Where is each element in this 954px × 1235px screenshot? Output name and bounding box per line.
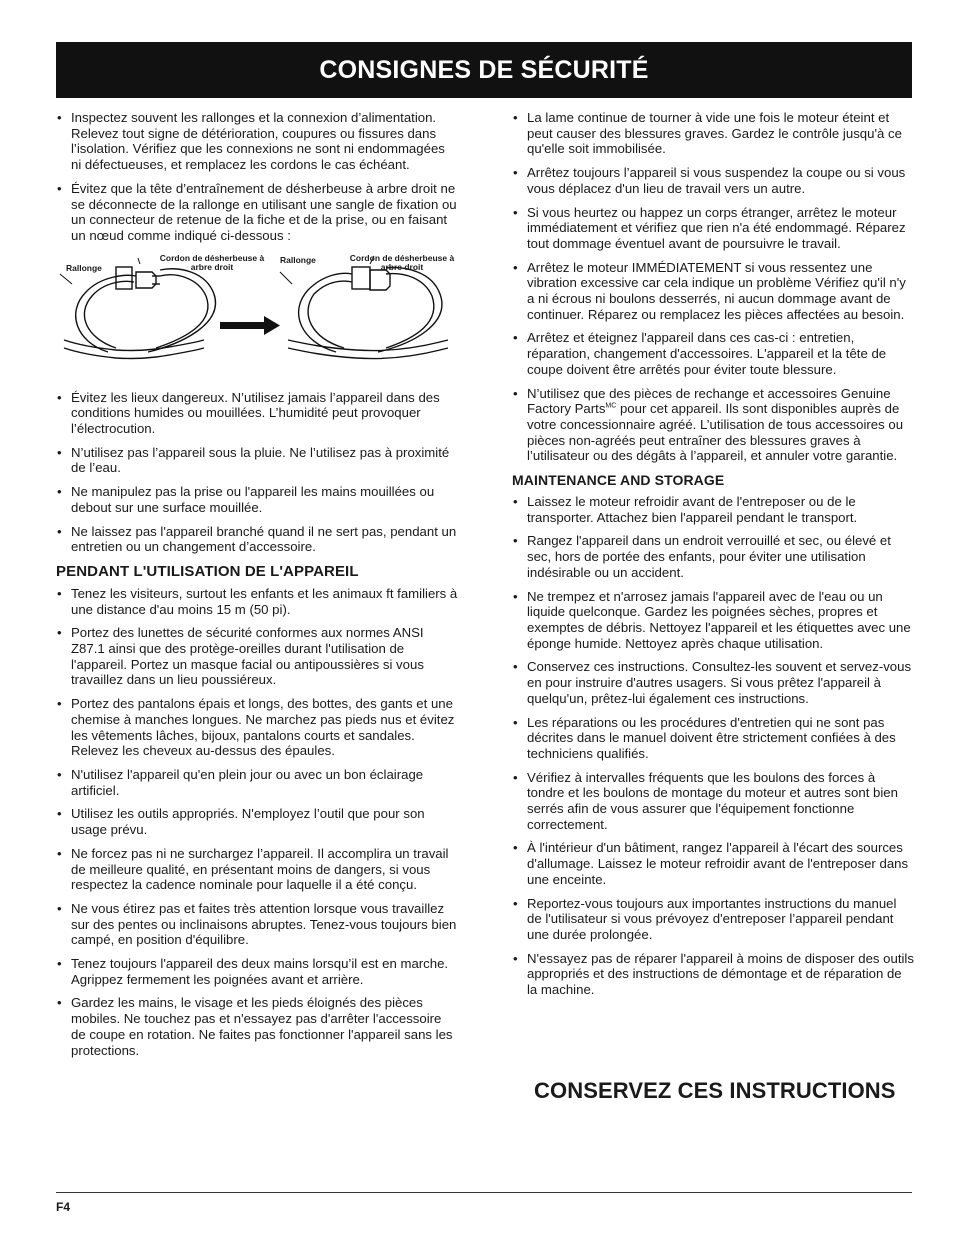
list-item: • N'essayez pas de réparer l'appareil à moins de disposer des outils appropriés et des instructions de démontage et de réparation de la machine. bbox=[512, 951, 914, 998]
knot-diagram bbox=[56, 252, 458, 372]
bullet-list-hazards bbox=[56, 390, 458, 555]
list-item: • Évitez les lieux dangereux. N’utilisez jamais l’appareil dans des conditions humides ou mouillées. L’humidité peut provoquer l’électrocution. bbox=[56, 390, 458, 437]
list-item: • Utilisez les outils appropriés. N'employez l’outil que pour son usage prévu. bbox=[56, 806, 458, 837]
list-item: • Portez des lunettes de sécurité conformes aux normes ANSI Z87.1 ainsi que des protège-oreilles durant l'utilisation de l'appareil. Portez un masque facial ou antipoussières si vous travaillez dans un lieu poussiéreux. bbox=[56, 625, 458, 688]
genuine-text-before: N’utilisez que des pièces de rechange et accessoires Genuine Factory Parts bbox=[527, 385, 891, 417]
list-item: • Conservez ces instructions. Consultez-les souvent et servez-vous en pour instruire d'autres usagers. Si vous prêtez l'appareil à quelqu'un, prêtez-lui également ces instructions. bbox=[512, 659, 914, 706]
footer-divider bbox=[56, 1192, 912, 1193]
list-item: • Ne trempez et n'arrosez jamais l'appareil avec de l'eau ou un liquide quelconque. Gardez les poignées sèches, propres et exemptes de débris. Nettoyez l'appareil et les étiquettes avec une éponge humide. Nettoyez après chaque utilisation. bbox=[512, 589, 914, 652]
list-item: • À l'intérieur d'un bâtiment, rangez l'appareil à l'écart des sources d'allumage. Laissez le moteur refroidir avant de l'entreposer dans une enceinte. bbox=[512, 840, 914, 887]
list-item: • Arrêtez et éteignez l'appareil dans ces cas-ci : entretien, réparation, changement d'accessoires. L'appareil et la tête de coupe doivent être arrêtés pour éviter toute blessure. bbox=[512, 330, 914, 377]
list-item: • La lame continue de tourner à vide une fois le moteur éteint et peut causer des blessures graves. Gardez le contrôle jusqu'à ce qu'elle soit immobilisée. bbox=[512, 110, 914, 157]
list-item: • N'utilisez l'appareil qu'en plein jour ou avec un bon éclairage artificiel. bbox=[56, 767, 458, 798]
list-item: • Ne vous étirez pas et faites très attention lorsque vous travaillez sur des pentes ou inclinaisons abruptes. Tenez-vous toujours bien campé, en position d'équilibre. bbox=[56, 901, 458, 948]
list-item: • Vérifiez à intervalles fréquents que les boulons des forces à tondre et les boulons de montage du moteur et autres sont bien serrés afin de vous assurer que l'équipement fonctionne correctement. bbox=[512, 770, 914, 833]
genuine-text-after: pour cet appareil. Ils sont disponibles auprès de votre concessionnaire agréé. L’utilisation de tous accessoires ou pièces non-agréés peut entraîner des blessures graves à l’utilisateur ou des dégâts à l’appareil, et annuler votre garantie. bbox=[527, 401, 904, 464]
page-title: CONSIGNES DE SÉCURITÉ bbox=[319, 55, 649, 84]
list-item: • Évitez que la tête d’entraînement de désherbeuse à arbre droit ne se déconnecte de la rallonge en utilisant une sangle de fixation ou un connecteur de retenue de la fiche et de la prise, ou en faisant un nœud comme indiqué ci-dessous : bbox=[56, 181, 458, 244]
list-item: • Arrêtez le moteur IMMÉDIATEMENT si vous ressentez une vibration excessive car cela indique un problème Vérifiez qu'il n'y a ni écrous ni boulons desserrés, ni aucun dommage avant de continuer. Réparez ou remplacez les pièces affectées au besoin. bbox=[512, 260, 914, 323]
list-item: • Arrêtez toujours l’appareil si vous suspendez la coupe ou si vous vous déplacez d'un lieu de travail vers un autre. bbox=[512, 165, 914, 196]
arrow-right-icon bbox=[220, 316, 280, 335]
list-item: • Rangez l'appareil dans un endroit verrouillé et sec, ou élevé et sec, hors de portée des enfants, pour éviter une utilisation indésirable ou un accident. bbox=[512, 533, 914, 580]
bullet-list-usage bbox=[56, 586, 458, 1058]
label-cordon-1: Cordon de désherbeuse à arbre droit bbox=[159, 252, 265, 273]
list-item: • Si vous heurtez ou happez un corps étranger, arrêtez le moteur immédiatement et vérifiez que rien n'a été endommagé. Réparez tout dommage éventuel avant de poursuivre le travail. bbox=[512, 205, 914, 252]
trademark-sup: MC bbox=[605, 402, 617, 410]
page-number: F4 bbox=[56, 1200, 71, 1214]
list-item: • Tenez toujours l'appareil des deux mains lorsqu’il est en marche. Agrippez fermement les poignées avant et arrière. bbox=[56, 956, 458, 987]
list-item: • Ne forcez pas ni ne surchargez l’appareil. Il accomplira un travail de meilleure qualité, en présentant moins de dangers, si vous respectez la cadence nominale pour laquelle il a été conçu. bbox=[56, 846, 458, 893]
header-bar bbox=[56, 42, 912, 98]
bullet-list-cords bbox=[56, 110, 458, 244]
list-item-genuine-parts bbox=[512, 386, 914, 465]
list-item: • Gardez les mains, le visage et les pieds éloignés des pièces mobiles. Ne touchez pas et n'essayez pas d'arrêter l'accessoire de coupe en rotation. Ne faites pas fonctionner l'appareil sans les protections. bbox=[56, 995, 458, 1058]
list-item: • N’utilisez pas l’appareil sous la pluie. Ne l’utilisez pas à proximité de l’eau. bbox=[56, 445, 458, 476]
bullet-list-maintenance bbox=[512, 494, 914, 998]
list-item: • Laissez le moteur refroidir avant de l'entreposer ou de le transporter. Attachez bien l'appareil pendant le transport. bbox=[512, 494, 914, 525]
label-cordon-2: Cordon de désherbeuse à arbre droit bbox=[349, 252, 455, 273]
label-rallonge-1: Rallonge bbox=[66, 262, 102, 273]
list-item: • Tenez les visiteurs, surtout les enfants et les animaux ft familiers à une distance d'au moins 15 m (50 pi). bbox=[56, 586, 458, 617]
label-rallonge-2: Rallonge bbox=[280, 254, 316, 265]
left-column bbox=[56, 110, 458, 1066]
list-item: • Ne manipulez pas la prise ou l'appareil les mains mouillées ou debout sur une surface mouillée. bbox=[56, 484, 458, 515]
list-item: • Reportez-vous toujours aux importantes instructions du manuel de l'utilisateur si vous prévoyez d'entreposer l’appareil pendant une durée prolongée. bbox=[512, 896, 914, 943]
closing-heading: CONSERVEZ CES INSTRUCTIONS bbox=[534, 1078, 896, 1103]
section-heading-maintenance: MAINTENANCE AND STORAGE bbox=[512, 472, 725, 489]
list-item: • Portez des pantalons épais et longs, des bottes, des gants et une chemise à manches longues. Ne marchez pas pieds nus et évitez les vêtements lâches, bijoux, pantalons courts et sandales. Relevez les cheveux au-dessus des épaules. bbox=[56, 696, 458, 759]
section-heading-usage: PENDANT L'UTILISATION DE L'APPAREIL bbox=[56, 562, 359, 580]
list-item: • Les réparations ou les procédures d'entretien qui ne sont pas décrites dans le manuel doivent être strictement confiées à des techniciens qualifiés. bbox=[512, 715, 914, 762]
bullet-list-operation bbox=[512, 110, 914, 464]
list-item: • Ne laissez pas l'appareil branché quand il ne sert pas, pendant un entretien ou un changement d’accessoire. bbox=[56, 524, 458, 555]
right-column bbox=[512, 110, 914, 1006]
list-item: • Inspectez souvent les rallonges et la connexion d’alimentation. Relevez tout signe de détérioration, coupures ou fissures dans l’isolation. Vérifiez que les connexions ne sont ni endommagées ni défectueuses, et remplacez les cordons le cas échéant. bbox=[56, 110, 458, 173]
